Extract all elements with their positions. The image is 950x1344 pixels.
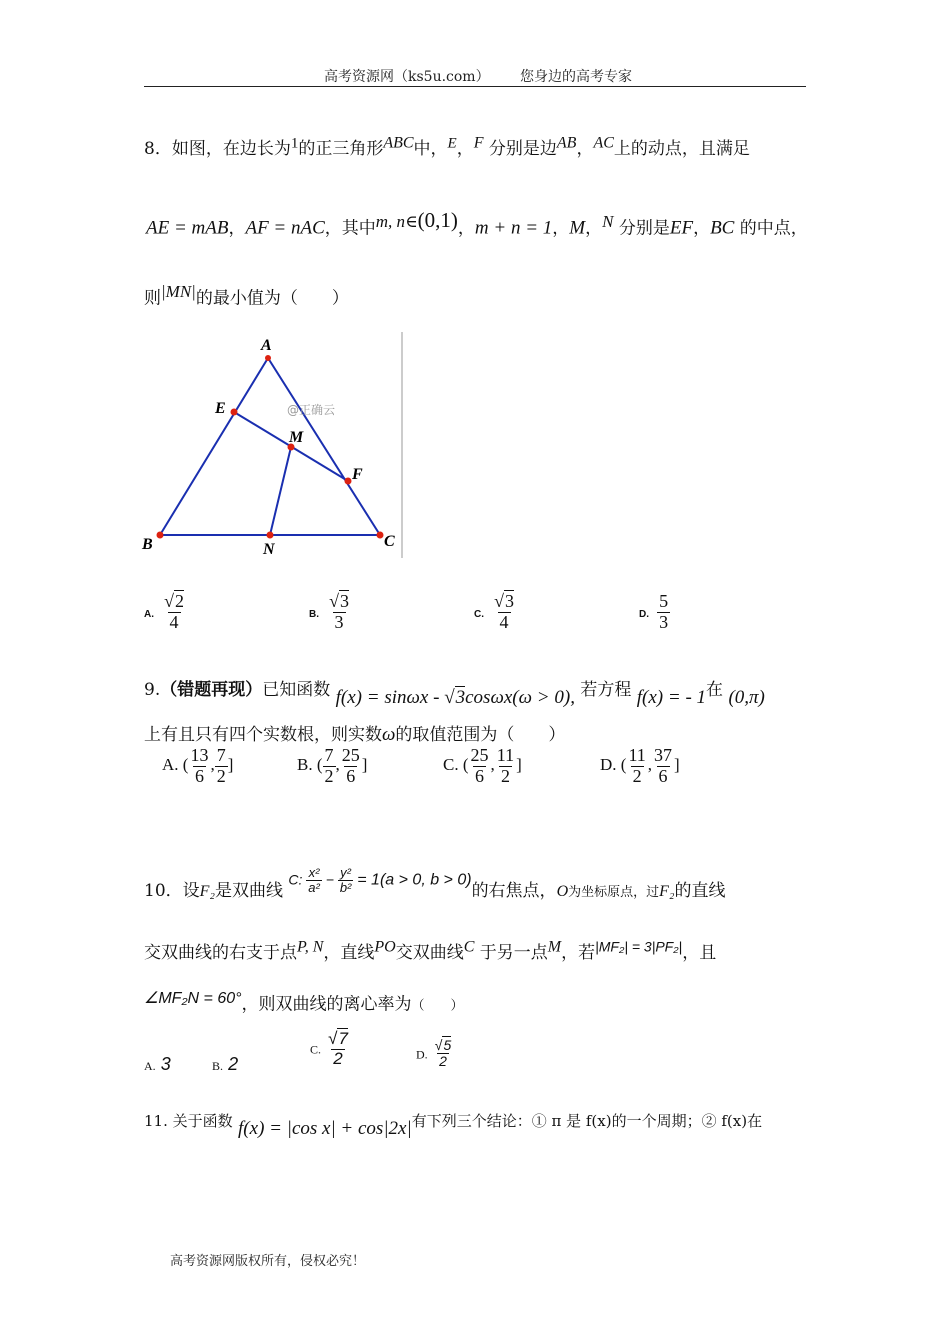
- q8-text: 上的动点，且满足: [613, 139, 750, 159]
- q10-option-b[interactable]: [212, 1054, 238, 1075]
- q8-text: 中，: [413, 139, 448, 159]
- option-label: B.: [309, 608, 319, 620]
- option-label: D.: [600, 755, 617, 775]
- q8-text: ，: [552, 218, 570, 239]
- q8-text: ，: [693, 218, 711, 239]
- q9-omega: ω: [382, 724, 396, 745]
- label-b: B: [142, 536, 153, 553]
- q8-eq-ae: AE = mAB: [146, 217, 229, 239]
- q11-function: f(x) = |cos x| + cos|2x|: [238, 1118, 412, 1139]
- header-rule: [144, 86, 806, 87]
- figure-watermark: @正确云: [287, 403, 336, 417]
- q8-text: ．如图，在边长为: [154, 139, 291, 159]
- q8-line3: [144, 282, 349, 309]
- q10-line3: [144, 988, 464, 1015]
- q10-hyperbola-eq: C: $\frac{\text{x²}}{\text{a²}}$ − $\frac{\text{y²}}{\text{b²}}$ = 1(a > 0, b > 0): [288, 864, 472, 895]
- option-label: A.: [144, 1059, 156, 1073]
- q10-text: 是双曲线: [214, 881, 283, 901]
- point-c: [377, 532, 384, 539]
- q8-text: ，: [585, 218, 603, 239]
- q9-text: 若方程: [580, 680, 632, 700]
- q8-text: 的正三角形: [298, 139, 384, 159]
- q10-line-po: PO: [374, 938, 396, 956]
- option-a-numerator: 2: [174, 591, 184, 611]
- q10-relation: |MF₂| = 3|PF₂|: [595, 938, 683, 955]
- option-d-numerator: 5: [443, 1037, 452, 1053]
- option-label: B.: [212, 1059, 224, 1073]
- option-a-denominator: 4: [169, 611, 179, 632]
- option-d-denominator: 2: [439, 1053, 447, 1070]
- footer-copyright: 高考资源网版权所有，侵权必究！: [170, 1254, 366, 1269]
- q8-text: 的最小值为（ ）: [195, 288, 349, 309]
- q10-text: ．设: [165, 881, 200, 901]
- q8-eq-af: AF = nAC: [245, 217, 325, 239]
- point-e: [231, 409, 238, 416]
- q11-text: 11. 关于函数: [144, 1112, 233, 1130]
- q8-side-ac: AC: [593, 134, 614, 152]
- q8-option-a[interactable]: A. $\frac{√2}{4}$: [144, 591, 184, 632]
- label-f: F: [352, 466, 363, 483]
- q10-paren: （ ）: [411, 998, 464, 1014]
- q10-text: 为坐标原点，过: [568, 885, 660, 900]
- q8-triangle-figure: [140, 330, 410, 560]
- q8-side-ab: AB: [556, 134, 577, 152]
- q10-text: 交双曲线: [395, 943, 464, 963]
- q8-option-c[interactable]: C. $\frac{√3}{4}$: [474, 591, 514, 632]
- option-d-denominator: 3: [659, 611, 669, 632]
- q10-line1: [144, 864, 726, 907]
- q11-line1: [144, 1110, 763, 1139]
- q10-focus: F₂: [199, 883, 215, 900]
- q8-line2: [146, 208, 808, 240]
- q8-mn-vars: m, n: [375, 212, 406, 231]
- q9-equation: f(x) = - 1: [636, 687, 707, 708]
- option-label: D.: [416, 1047, 428, 1062]
- q10-text: ，若: [561, 943, 596, 963]
- option-label: C.: [474, 608, 484, 620]
- q10-text: ，则双曲线的离心率为: [241, 994, 412, 1015]
- option-c-denominator: 2: [333, 1048, 343, 1068]
- option-c-denominator: 4: [499, 611, 509, 632]
- q10-option-a[interactable]: [144, 1054, 171, 1075]
- q8-point-f: F: [473, 134, 484, 152]
- q10-origin: O: [556, 883, 569, 900]
- q10-number: 10: [144, 881, 166, 901]
- q8-text: ，: [457, 218, 475, 239]
- point-f: [345, 478, 352, 485]
- q8-ef: EF: [669, 217, 694, 239]
- point-a: [265, 355, 271, 361]
- q10-text: ，且: [682, 943, 717, 963]
- label-m: M: [289, 429, 304, 446]
- q9-line2: [144, 720, 565, 746]
- q10-points-pn: P, N: [297, 938, 324, 956]
- q10-line2: [144, 938, 716, 963]
- q8-text: 分别是边: [488, 139, 557, 159]
- option-c-numerator: 7: [338, 1029, 348, 1048]
- q10-point-m: M: [547, 938, 562, 956]
- q8-in-symbol: ∈: [405, 212, 418, 231]
- q10-option-c[interactable]: C. $\frac{√7}{2}$: [310, 1029, 348, 1068]
- q9-option-c[interactable]: C. ( $\frac{25}{6}$ , $\frac{11}{2}$ ]: [443, 745, 522, 786]
- q10-text: 于另一点: [479, 943, 548, 963]
- q8-sum: m + n = 1: [474, 217, 553, 239]
- segment-mn: [270, 447, 291, 535]
- option-b-denominator: 3: [334, 611, 344, 632]
- q8-interval: (0,1): [417, 208, 458, 232]
- q8-option-b[interactable]: B. $\frac{√3}{3}$: [309, 591, 349, 632]
- q8-side-length: 1: [290, 135, 299, 152]
- option-d-numerator: 5: [659, 591, 669, 611]
- q9-text: 上有且只有四个实数根，则实数: [144, 725, 382, 745]
- option-label: B.: [297, 755, 313, 775]
- q10-option-d[interactable]: D. $\frac{√5}{2}$: [416, 1037, 452, 1070]
- q9-text: 在: [706, 680, 724, 700]
- point-b: [157, 532, 164, 539]
- q8-text: 分别是: [618, 218, 670, 239]
- q11-text: 有下列三个结论：① π 是 f(x)的一个周期；② f(x)在: [411, 1112, 763, 1130]
- q9-text: 已知函数: [262, 680, 331, 700]
- option-label: C.: [310, 1042, 322, 1057]
- option-label: A.: [162, 755, 179, 775]
- q8-point-e: E: [447, 135, 457, 152]
- q10-text: 的直线: [674, 881, 726, 901]
- q9-option-b[interactable]: B. ( $\frac{7}{2}$ , $\frac{25}{6}$ ]: [297, 745, 368, 786]
- q10-text: ，直线: [323, 943, 375, 963]
- option-label: A.: [144, 608, 154, 620]
- label-e: E: [215, 400, 226, 417]
- q10-curve-c: C: [463, 938, 475, 956]
- option-b-numerator: 3: [339, 591, 349, 611]
- triangle-abc: [160, 358, 380, 535]
- label-a: A: [261, 337, 272, 354]
- header-slogan: 您身边的高考专家: [520, 69, 632, 85]
- q8-text: ，: [228, 218, 246, 239]
- header-site-name: 高考资源网（ks5u.com）: [324, 69, 490, 85]
- q9-line1: [144, 675, 765, 708]
- q8-triangle-abc: ABC: [383, 134, 414, 152]
- option-c-numerator: 3: [504, 591, 514, 611]
- q9-text: 的取值范围为（ ）: [395, 725, 566, 745]
- q8-option-d[interactable]: [639, 592, 670, 633]
- q10-text: 交双曲线的右支于点: [144, 943, 297, 963]
- q9-option-a[interactable]: A. ( $\frac{13}{6}$ , $\frac{7}{2}$ ]: [162, 745, 234, 786]
- q9-tag: （错题再现）: [160, 680, 263, 700]
- label-c: C: [384, 533, 395, 550]
- label-n: N: [263, 541, 275, 558]
- q8-number: 8: [144, 139, 155, 159]
- q9-interval: (0,π): [728, 687, 765, 708]
- option-label: D.: [639, 608, 649, 620]
- q8-m: M: [569, 217, 586, 239]
- q9-function: f(x) = sinωx - √3cosωx(ω > 0),: [335, 687, 575, 708]
- q8-text: ，其中: [324, 218, 376, 239]
- q10-text: 的右焦点，: [471, 881, 557, 901]
- option-label: C.: [443, 755, 459, 775]
- q8-text: ，: [576, 139, 594, 159]
- option-a-value: 3: [160, 1054, 171, 1074]
- q8-text: 的中点，: [739, 218, 808, 239]
- q10-angle: ∠MF₂N = 60°: [144, 990, 242, 1007]
- option-b-value: 2: [228, 1054, 239, 1074]
- q8-n: N: [602, 212, 614, 231]
- q8-line1: [144, 134, 750, 159]
- q9-option-d[interactable]: D. ( $\frac{11}{2}$ , $\frac{37}{6}$ ]: [600, 745, 680, 786]
- q8-text: ，: [456, 139, 474, 159]
- q8-abs-mn: |MN|: [161, 282, 196, 301]
- point-n: [267, 532, 274, 539]
- q10-focus: F₂: [659, 883, 675, 900]
- q8-text: 则: [144, 288, 161, 309]
- q9-number: 9.: [144, 680, 161, 700]
- q8-bc: BC: [710, 217, 735, 239]
